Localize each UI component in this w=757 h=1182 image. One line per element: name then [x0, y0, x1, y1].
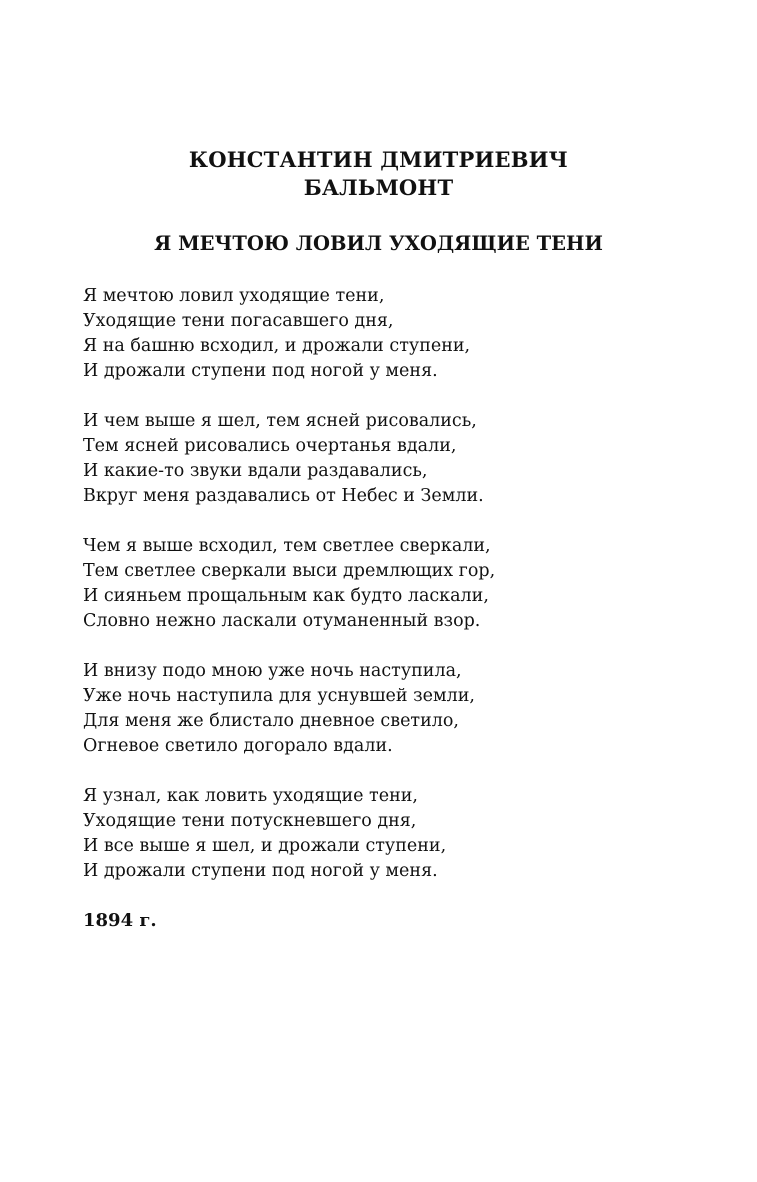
poem-line: Огневое светило догорало вдали.: [83, 736, 393, 756]
poem-line: Вкруг меня раздавались от Небес и Земли.: [83, 486, 484, 506]
stanza-2: [83, 409, 723, 509]
poem-body: [83, 284, 723, 909]
poem-line: Уходящие тени погасавшего дня,: [83, 311, 394, 331]
poem-line: И какие-то звуки вдали раздавались,: [83, 461, 428, 481]
poem-line: И чем выше я шел, тем ясней рисовались,: [83, 411, 477, 431]
poem-line: Чем я выше всходил, тем светлее сверкали,: [83, 536, 491, 556]
author-name: [0, 146, 757, 202]
author-name-line-1: КОНСТАНТИН ДМИТРИЕВИЧ: [188, 147, 569, 172]
poem-line: И все выше я шел, и дрожали ступени,: [83, 836, 447, 856]
stanza-1: [83, 284, 723, 384]
poem-line: И сияньем прощальным как будто ласкали,: [83, 586, 489, 606]
poem-line: Тем ясней рисовались очертанья вдали,: [83, 436, 457, 456]
stanza-5: [83, 784, 723, 884]
poem-line: И дрожали ступени под ногой у меня.: [83, 361, 438, 381]
poem-date: 1894 г.: [83, 910, 157, 931]
poem-line: Я мечтою ловил уходящие тени,: [83, 286, 385, 306]
poem-line: Тем светлее сверкали выси дремлющих гор,: [83, 561, 496, 581]
poem-line: Словно нежно ласкали отуманенный взор.: [83, 611, 481, 631]
author-name-line-2: БАЛЬМОНТ: [303, 175, 454, 200]
poem-line: Я на башню всходил, и дрожали ступени,: [83, 336, 471, 356]
poem-line: Я узнал, как ловить уходящие тени,: [83, 786, 418, 806]
poem-line: Уходящие тени потускневшего дня,: [83, 811, 417, 831]
poem-line: И внизу подо мною уже ночь наступила,: [83, 661, 462, 681]
poem-line: Для меня же блистало дневное светило,: [83, 711, 459, 731]
stanza-3: [83, 534, 723, 634]
poem-line: И дрожали ступени под ногой у меня.: [83, 861, 438, 881]
poem-title: Я МЕЧТОЮ ЛОВИЛ УХОДЯЩИЕ ТЕНИ: [154, 232, 603, 255]
stanza-4: [83, 659, 723, 759]
poem-line: Уже ночь наступила для уснувшей земли,: [83, 686, 475, 706]
